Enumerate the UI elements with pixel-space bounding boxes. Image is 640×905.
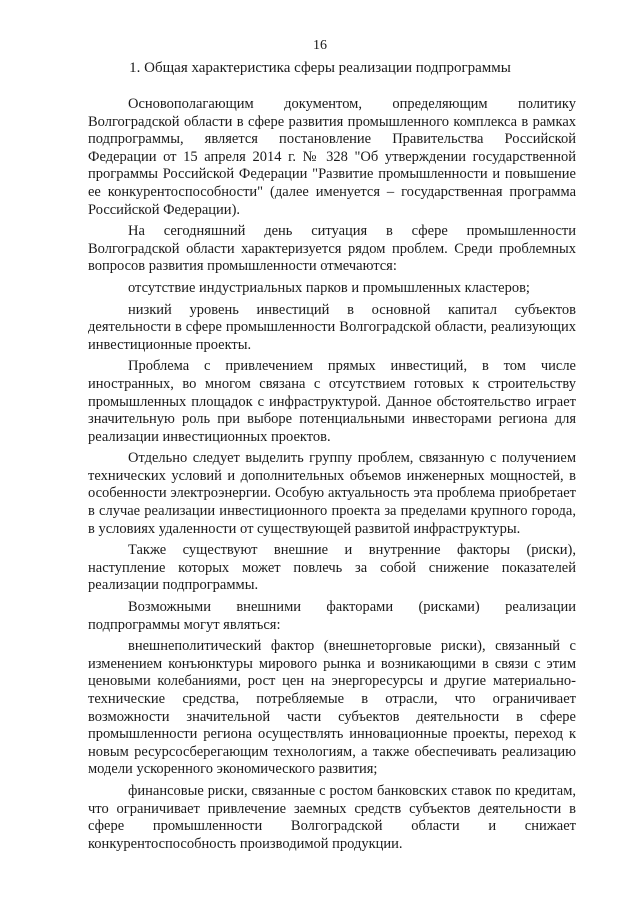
paragraph: Проблема с привлечением прямых инвестиций, в том числе иностранных, во многом связана с отсутствием готовых к строительству промышленных площадок с инфраструктурой. Данное обстоятельство играет значительную роль при выборе потенциальными инвесторами региона для реализации инвестиционных проектов. — [88, 358, 576, 445]
paragraph: низкий уровень инвестиций в основной капитал субъектов деятельности в сфере промышленности Волгоградской области, реализующих инвестиционные проекты. — [88, 301, 576, 353]
document-body — [88, 96, 576, 857]
paragraph: Также существуют внешние и внутренние факторы (риски), наступление которых может повлечь за собой снижение показателей реализации подпрограммы. — [88, 542, 576, 594]
paragraph: финансовые риски, связанные с ростом банковских ставок по кредитам, что ограничивает привлечение заемных средств субъектов деятельности в сфере промышленности Волгоградской области и снижает конкурентоспособность производимой продукции. — [88, 782, 576, 852]
paragraph: На сегодняшний день ситуация в сфере промышленности Волгоградской области характеризуется рядом проблем. Среди проблемных вопросов развития промышленности отмечаются: — [88, 223, 576, 275]
section-heading: 1. Общая характеристика сферы реализации подпрограммы — [129, 60, 511, 76]
paragraph: отсутствие индустриальных парков и промышленных кластеров; — [128, 279, 530, 296]
paragraph: Отдельно следует выделить группу проблем, связанную с получением технических условий и дополнительных объемов инженерных мощностей, в особенности электроэнергии. Особую актуальность эта проблема приобретает в случае реализации инвестиционного проекта за пределами крупного города, в условиях удаленности от существующей развитой инфраструктуры. — [88, 450, 576, 537]
paragraph: Возможными внешними факторами (рисками) реализации подпрограммы могут являться: — [88, 599, 576, 633]
paragraph: Основополагающим документом, определяющим политику Волгоградской области в сфере развития промышленного комплекса в рамках подпрограммы, является постановление Правительства Российской Федерации от 15 апреля 2014 г. № 328 "Об утверждении государственной программы Российской Федерации "Развитие промышленности и повышение ее конкурентоспособности" (далее именуется – государственная программа Российской Федерации). — [88, 96, 576, 218]
page-number: 16 — [313, 38, 327, 53]
paragraph: внешнеполитический фактор (внешнеторговые риски), связанный с изменением конъюнктуры мирового рынка и возникающими в связи с этим ценовыми колебаниями, рост цен на энергоресурсы и другие материально-технические средства, потребляемые в отрасли, что ограничивает возможности значительной части субъектов деятельности в сфере промышленности региона осуществлять инновационные проекты, переход к новым ресурсосберегающим технологиям, а также обеспечивать реализацию модели ускоренного экономического развития; — [88, 638, 576, 778]
